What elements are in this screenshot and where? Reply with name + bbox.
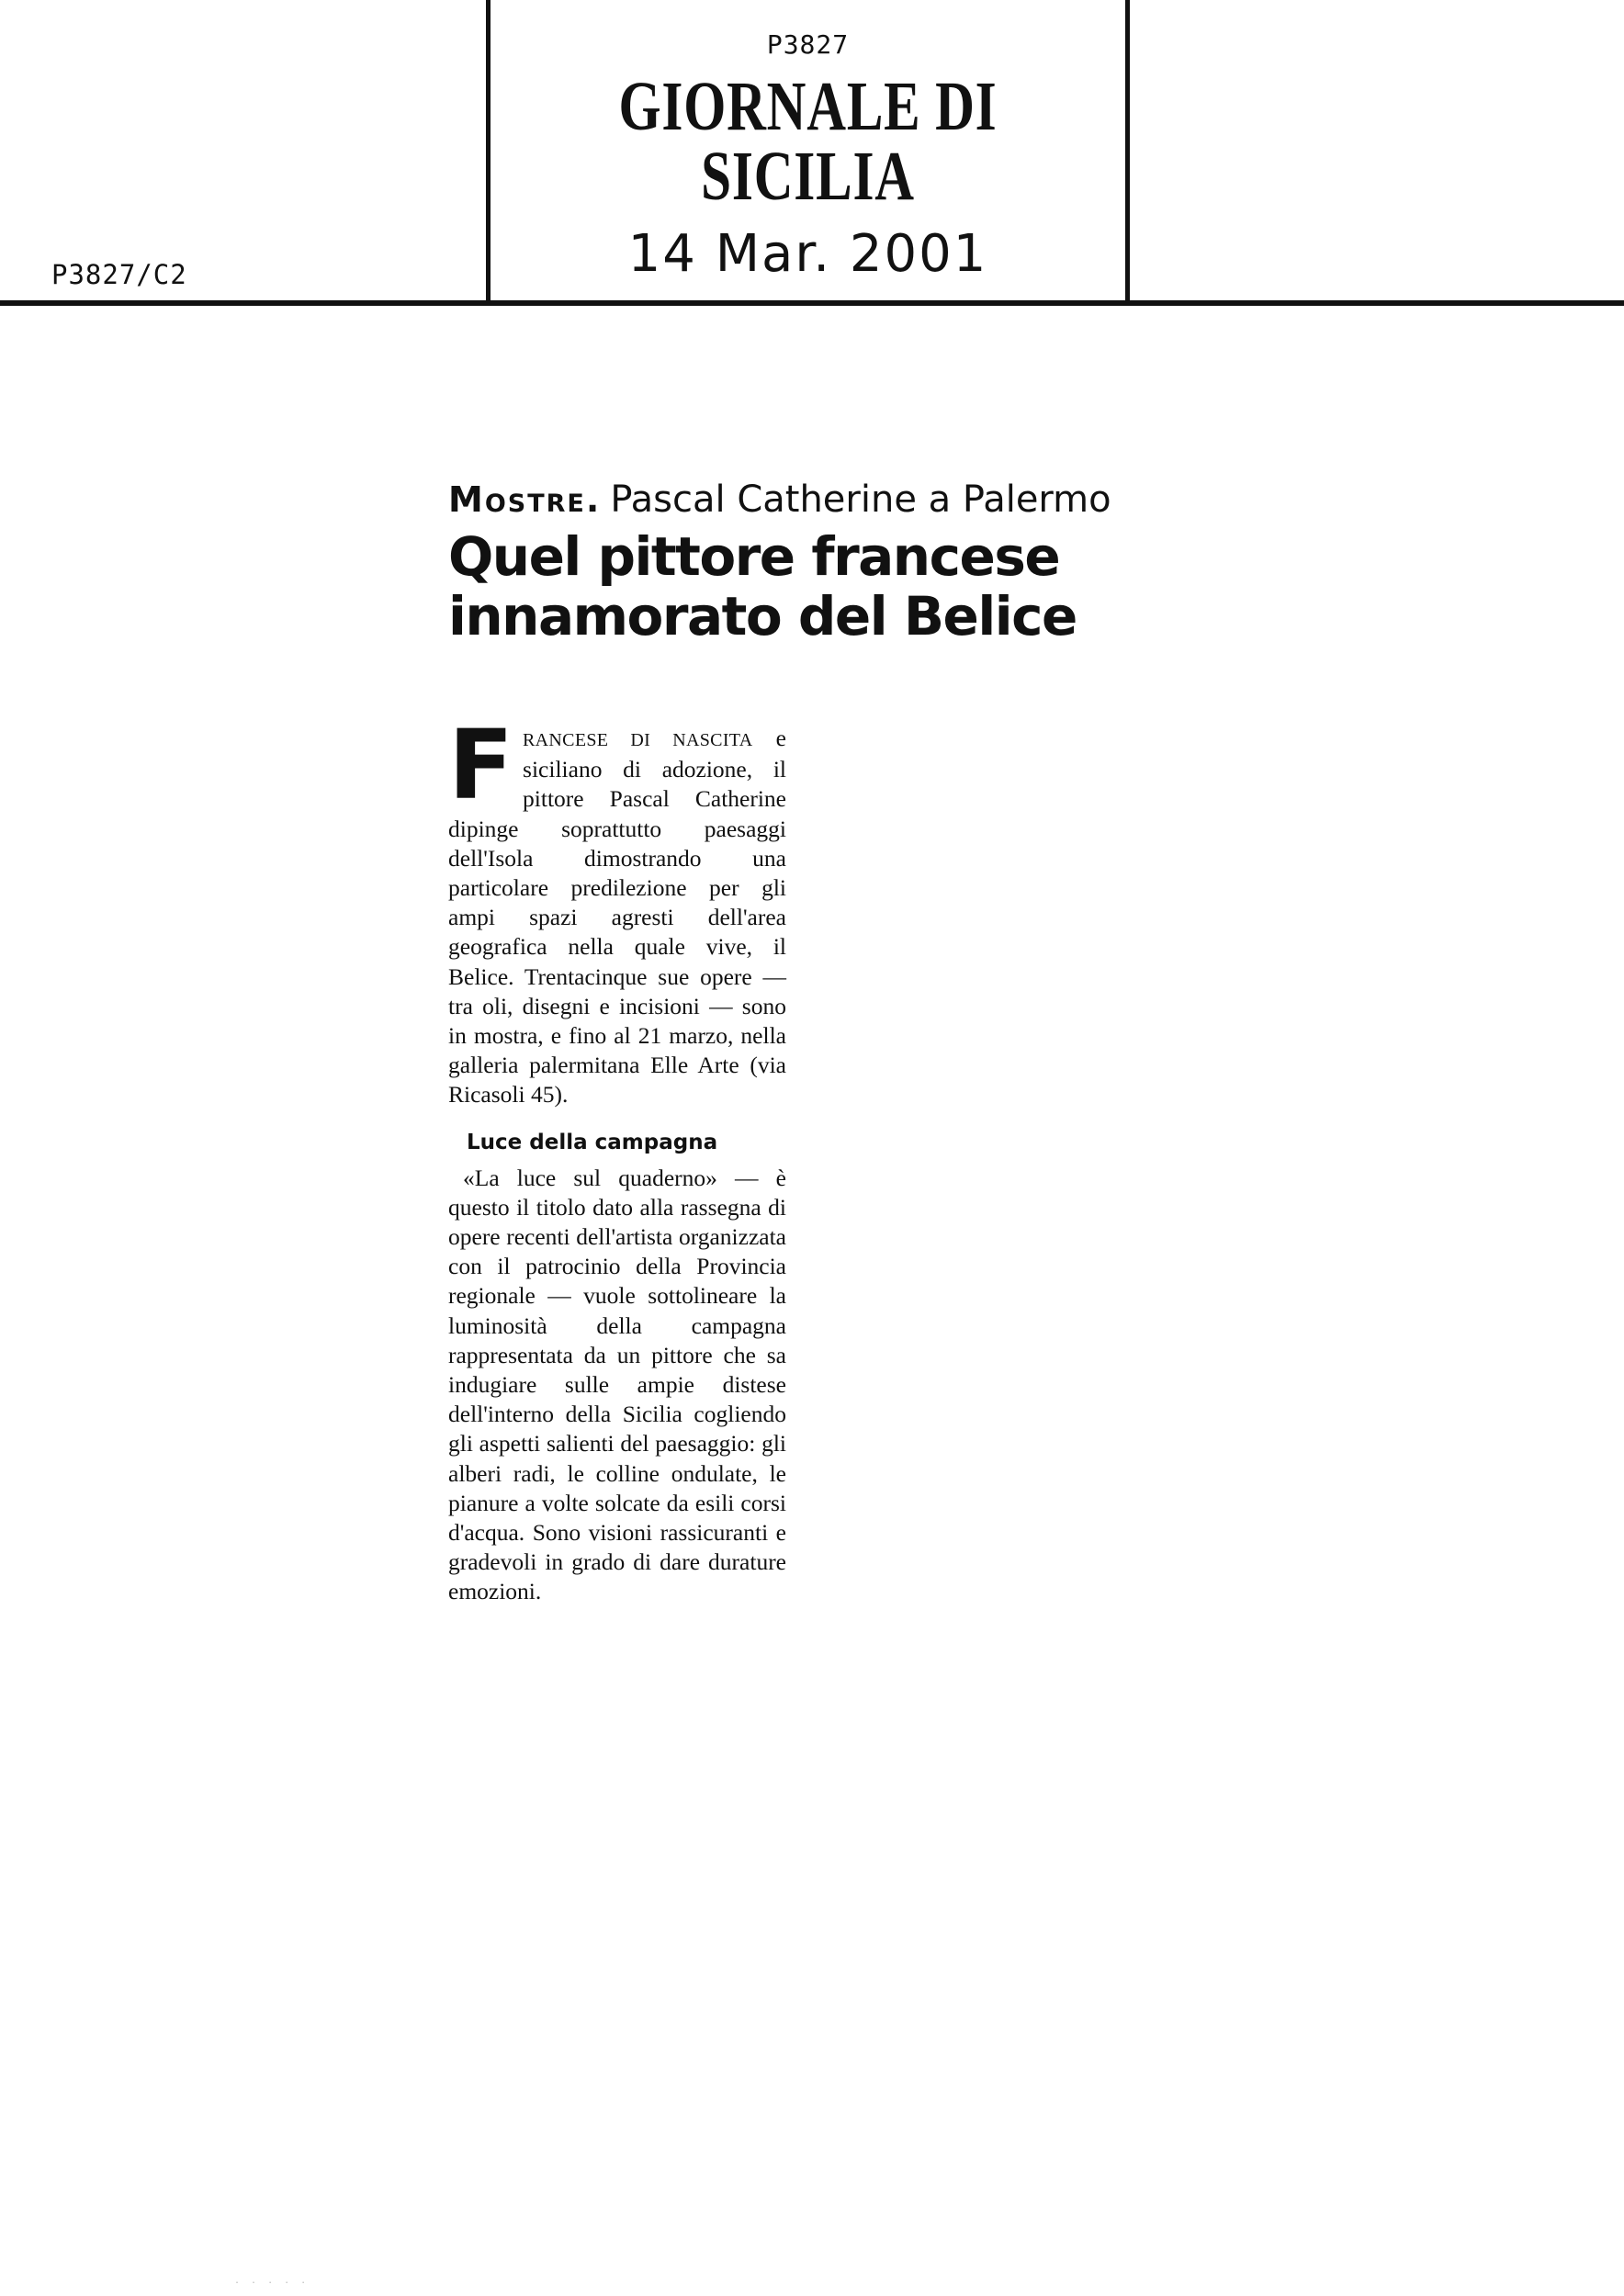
article-topic: Pascal Catherine a Palermo [610, 478, 1111, 521]
clipping-code-top: P3827 [766, 29, 850, 60]
publication-date: 14 Mar. 2001 [627, 224, 988, 284]
lead-paragraph [448, 709, 786, 1110]
clipping-code-left: P3827/C2 [51, 259, 187, 290]
drop-cap: F [448, 709, 514, 821]
scan-artifact: . . . . . [234, 2276, 310, 2286]
clipping-header [0, 0, 1624, 308]
headline-line-1: Quel pittore francese [448, 525, 1060, 588]
lead-text: e siciliano di adozione, il pittore Pascal Catherine dipinge soprattutto paesaggi dell'Isola dimostrando una particolare predilezione per gli ampi spazi agresti dell'area geografica nella quale vive, il Belice. Trentacinque sue opere — tra oli, disegni e incisioni — sono in mostra, e fino al 21 marzo, nella galleria palermitana Elle Arte (via Ricasoli 45). [448, 725, 786, 1109]
headline-line-2: innamorato del Belice [448, 584, 1077, 647]
newspaper-masthead: GIORNALE DI SICILIA [618, 68, 998, 215]
article-kicker [448, 478, 1165, 522]
article-headline [448, 527, 1110, 647]
header-rule-bottom [0, 300, 1624, 306]
subheading-luce-della-campagna: Luce della campagna [467, 1130, 718, 1154]
article [448, 478, 1165, 1605]
header-rule-right [1125, 0, 1130, 303]
lead-smallcaps: RANCESE DI NASCITA [523, 730, 753, 750]
body-paragraph-2: «La luce sul quaderno» — è questo il titolo dato alla rassegna di opere recenti dell'artista organizzata con il patrocinio della Provincia regionale — vuole sottolineare la luminosità della campagna rappresentata da un pittore che sa indugiare sulle ampie distese dell'interno della Sicilia cogliendo gli aspetti salienti del paesaggio: gli alberi radi, le colline ondulate, le pianure a volte solcate da esili corsi d'acqua. Sono visioni rassicuranti e gradevoli in grado di dare durature emozioni. [448, 1164, 786, 1605]
article-column-1 [448, 709, 786, 1607]
section-label: Mostre. [448, 479, 602, 520]
